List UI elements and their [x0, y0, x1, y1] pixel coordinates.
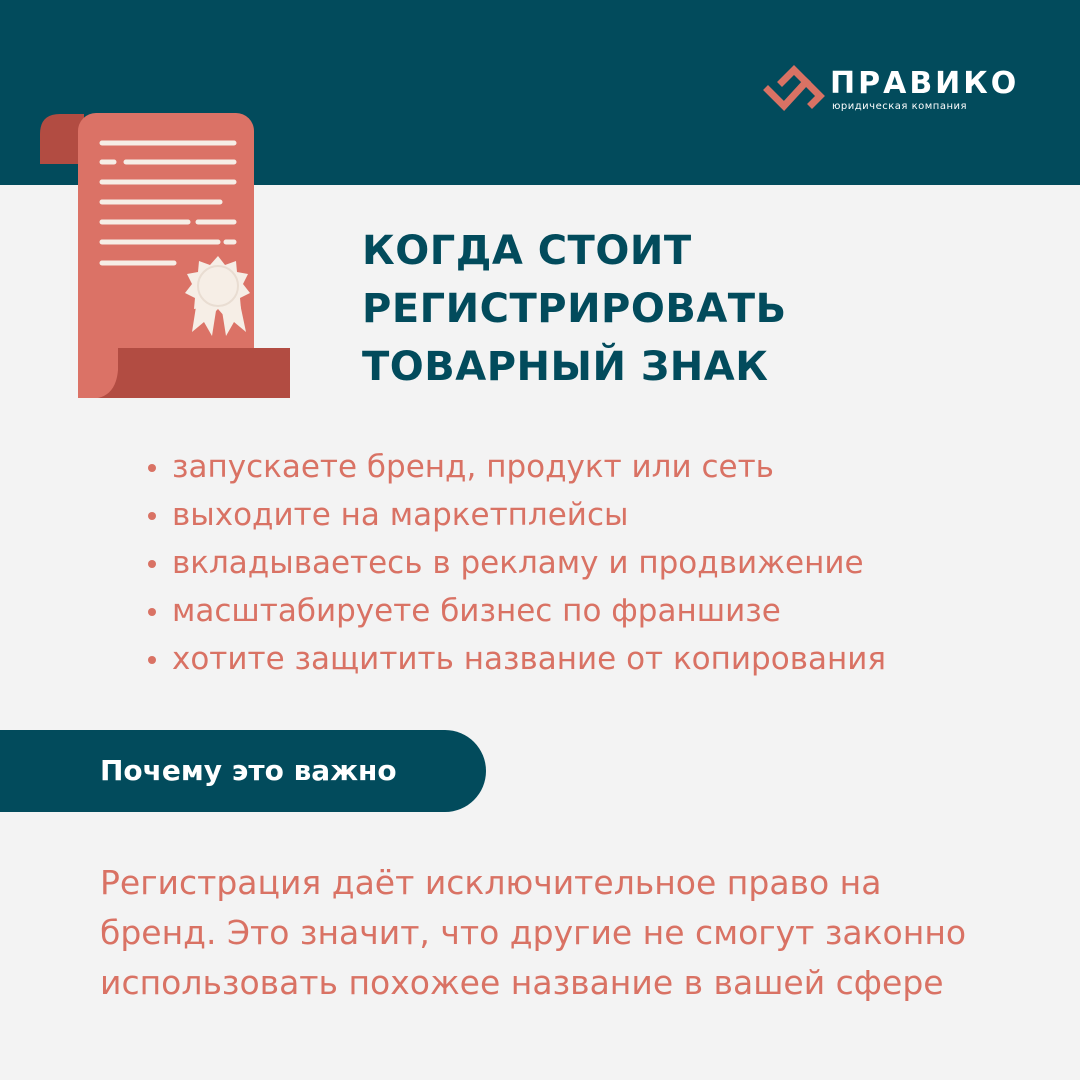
list-item: запускаете бренд, продукт или сеть [146, 443, 886, 491]
paragraph-line: бренд. Это значит, что другие не смогут законно [100, 913, 967, 952]
certificate-scroll-icon [38, 108, 296, 404]
title-line: ТОВАРНЫЙ ЗНАК [362, 344, 769, 390]
title-line: РЕГИСТРИРОВАТЬ [362, 286, 787, 332]
brand-logo[interactable] [762, 58, 1032, 120]
brand-tagline: юридическая компания [832, 101, 968, 112]
section-header-pill [0, 730, 486, 812]
checkmark-logo-icon [762, 60, 826, 118]
brand-name: ПРАВИКО [830, 66, 1020, 101]
title-line: КОГДА СТОИТ [362, 228, 692, 274]
explanation-paragraph [100, 858, 1040, 1008]
bullet-list [146, 443, 886, 683]
list-item: вкладываетесь в рекламу и продвижение [146, 539, 886, 587]
paragraph-line: использовать похожее название в вашей сфере [100, 963, 944, 1002]
list-item: масштабируете бизнес по франшизе [146, 587, 886, 635]
list-item: хотите защитить название от копирования [146, 635, 886, 683]
page-title [362, 222, 962, 396]
section-header-label: Почему это важно [100, 754, 397, 787]
paragraph-line: Регистрация даёт исключительное право на [100, 863, 882, 902]
list-item: выходите на маркетплейсы [146, 491, 886, 539]
